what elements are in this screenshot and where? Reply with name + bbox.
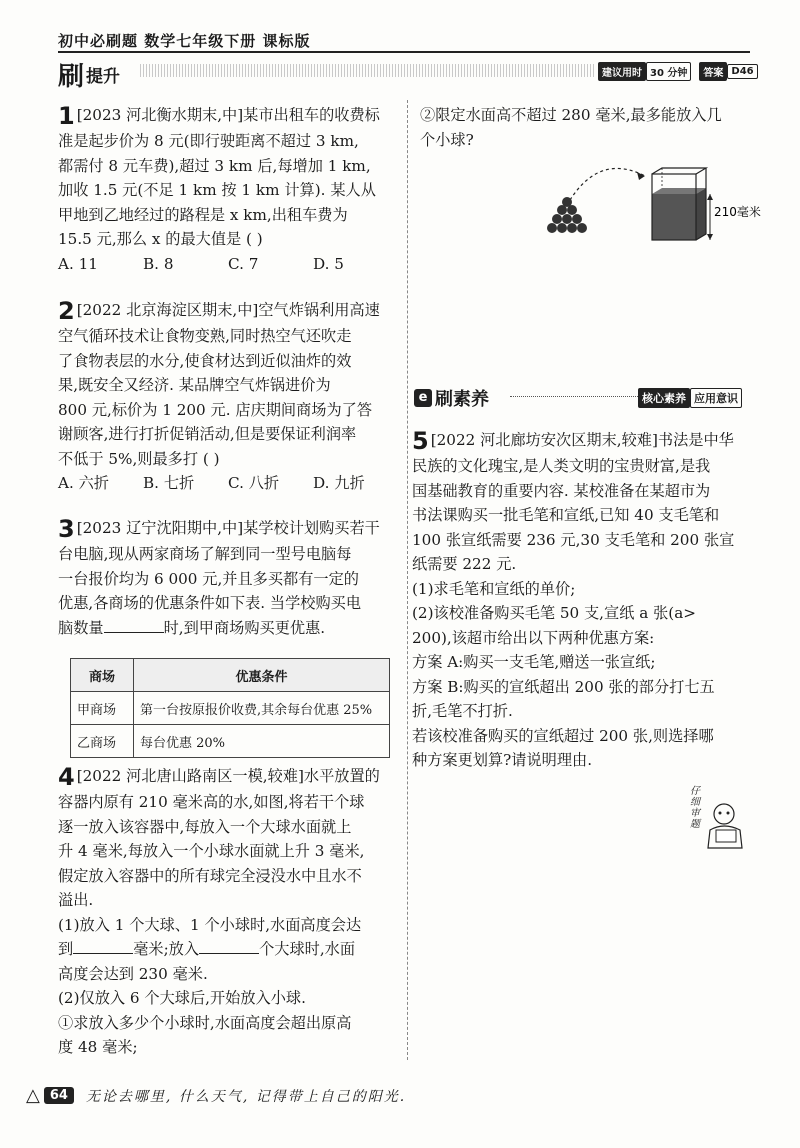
answer-blank[interactable] [199,939,259,954]
section-brand [58,58,120,90]
ball-pile-icon [547,197,587,233]
question-number: 5 [412,427,429,455]
q5-line: 折,毛笔不打折. [412,702,513,720]
q4-part2-ii-cont: 个小球? [420,130,474,149]
option-b[interactable]: B. 8 [143,254,174,273]
q4-part2: (2)仅放入 6 个大球后,开始放入小球. [58,989,306,1007]
literacy-dots [510,396,638,397]
brand-sub: 提升 [86,66,121,87]
answer-value: D46 [727,64,757,79]
q4-part1: (1)放入 1 个大球、1 个小球时,水面高度会达 [58,915,362,934]
q4-line: 假定放入容器中的所有球完全浸没水中且水不 [58,866,362,885]
question-number: 2 [58,297,75,325]
question-4-continued [420,103,760,152]
literacy-title: e 刷素养 [414,385,489,411]
q3-line: 一台报价均为 6 000 元,并且多买都有一定的 [58,569,359,588]
q2-line: 了食物表层的水分,使食材达到近似油炸的效 [58,351,352,370]
question-number: 3 [58,515,75,543]
q5-line: 国基础教育的重要内容. 某校准备在某超市为 [412,481,711,500]
question-5 [412,428,757,773]
time-label: 建议用时 [598,62,646,81]
q2-line: 果,既安全又经济. 某品牌空气炸锅进价为 [58,376,331,394]
q1-line: [2023 河北衡水期末,中]某市出租车的收费标 [76,106,380,124]
question-2 [58,298,398,496]
header-rule [58,51,750,53]
literacy-tag-apply: 应用意识 [690,388,742,408]
answer-blank[interactable] [73,939,133,954]
q5-line: (1)求毛笔和宣纸的单价; [412,579,576,598]
option-a[interactable]: A. 11 [58,254,98,273]
question-number: 4 [58,763,75,791]
question-3 [58,516,398,640]
option-b[interactable]: B. 七折 [143,474,195,492]
q4-line: 升 4 毫米,每放入一个小球水面就上升 3 毫米, [58,842,365,860]
footer-motto: 无论去哪里, 什么天气, 记得带上自己的阳光. [85,1088,407,1105]
water-side [696,188,706,240]
literacy-icon: e [414,389,432,407]
q1-line: 15.5 元,那么 x 的最大值是 ( ) [58,230,263,248]
q3-line: [2023 辽宁沈阳期中,中]某学校计划购买若干 [76,519,380,537]
q5-line: 200),该超市给出以下两种优惠方案: [412,628,655,647]
option-a[interactable]: A. 六折 [58,474,109,492]
table-header: 商场 [71,659,134,692]
q4-part2-i-cont: 度 48 毫米; [58,1038,138,1056]
q5-line: (2)该校准备购买毛笔 50 支,宣纸 a 张(a> [412,604,696,622]
q5-line: 民族的文化瑰宝,是人类文明的宝贵财富,是我 [412,457,711,475]
q5-line: 100 张宣纸需要 236 元,30 支毛笔和 200 张宣 [412,530,735,549]
table-cell: 每台优惠 20% [134,725,390,758]
q3-line-last: 脑数量 时,到甲商场购买更优惠. [58,618,326,637]
table-header: 优惠条件 [134,659,390,692]
q5-line: 纸需要 222 元. [412,555,517,573]
q1-line: 甲地到乙地经过的路程是 x km,出租车费为 [58,205,348,224]
q4-line: 溢出. [58,891,94,909]
q5-line: 种方案更划算?请说明理由. [412,751,593,769]
q4-part1-end: 高度会达到 230 毫米. [58,964,208,983]
book-title: 初中必刷题 数学七年级下册 课标版 [58,32,311,50]
q2-options [58,471,398,496]
reading-cartoon-icon [690,786,750,856]
option-c[interactable]: C. 7 [228,254,259,273]
literacy-tags [638,388,742,408]
arrow-head [637,172,645,180]
q1-options [58,252,398,277]
column-divider [407,100,408,1060]
q5-line: 方案 A:购买一支毛笔,赠送一张宣纸; [412,653,656,671]
q2-line: 空气循环技术让食物变熟,同时热空气还吹走 [58,327,352,345]
q4-line: 逐一放入该容器中,每放入一个大球水面就上 [58,817,352,836]
option-d[interactable]: D. 5 [313,254,344,273]
compass-icon: △ [26,1085,40,1106]
table-cell: 乙商场 [71,725,134,758]
page-number: 64 [44,1087,74,1104]
q4-line: 容器内原有 210 毫米高的水,如图,将若干个球 [58,793,365,811]
q1-line: 加收 1.5 元(不足 1 km 按 1 km 计算). 某人从 [58,181,376,199]
brand-big: 刷 [58,61,85,92]
q1-line: 准是起步价为 8 元(即行驶距离不超过 3 km, [58,132,359,150]
q2-line: [2022 北京海淀区期末,中]空气炸锅利用高速 [76,301,380,319]
table-row [71,692,390,725]
container-figure [540,158,761,248]
q5-line: [2022 河北廊坊安次区期末,较难]书法是中华 [430,431,734,449]
table-cell: 第一台按原报价收费,其余每台优惠 25% [134,692,390,725]
answer-blank[interactable] [104,618,164,633]
q2-line: 谢顾客,进行打折促销活动,但是要保证利润率 [58,425,357,443]
option-c[interactable]: C. 八折 [228,474,280,492]
time-box [598,62,758,81]
page-footer [26,1085,406,1106]
q1-line: 都需付 8 元车费),超过 3 km 后,每增加 1 km, [58,156,371,175]
figure-label: 210毫米 [714,205,761,219]
q4-part1-blanks: 到 毫米;放入 个大球时,水面 [58,940,356,958]
q2-line: 800 元,标价为 1 200 元. 店庆期间商场为了答 [58,400,373,419]
trajectory-arrow [570,168,645,200]
discount-table [70,658,390,758]
q4-part2-i: ①求放入多少个小球时,水面高度会超出原高 [58,1013,352,1032]
question-4 [58,764,398,1060]
answer-label: 答案 [699,62,727,81]
q4-part2-ii: ②限定水面高不超过 280 毫米,最多能放入几 [420,106,722,124]
header-hatch [140,64,594,77]
q5-line: 方案 B:购买的宣纸超出 200 张的部分打七五 [412,677,715,696]
time-value: 30 分钟 [646,62,691,81]
q3-line: 台电脑,现从两家商场了解到同一型号电脑每 [58,545,352,563]
water-fill [652,194,696,240]
q4-line: [2022 河北唐山路南区一模,较难]水平放置的 [76,767,380,785]
literacy-tag-core: 核心素养 [638,388,690,408]
q5-line: 若该校准备购买的宣纸超过 200 张,则选择哪 [412,726,714,745]
q5-line: 书法课购买一批毛笔和宣纸,已知 40 支毛笔和 [412,506,720,524]
question-1 [58,103,398,276]
cartoon-text: 仔细审题 [690,786,700,830]
option-d[interactable]: D. 九折 [313,474,365,492]
q3-line: 优惠,各商场的优惠条件如下表. 当学校购买电 [58,594,362,612]
q2-line: 不低于 5%,则最多打 ( ) [58,449,220,468]
table-row [71,725,390,758]
question-number: 1 [58,102,75,130]
table-cell: 甲商场 [71,692,134,725]
